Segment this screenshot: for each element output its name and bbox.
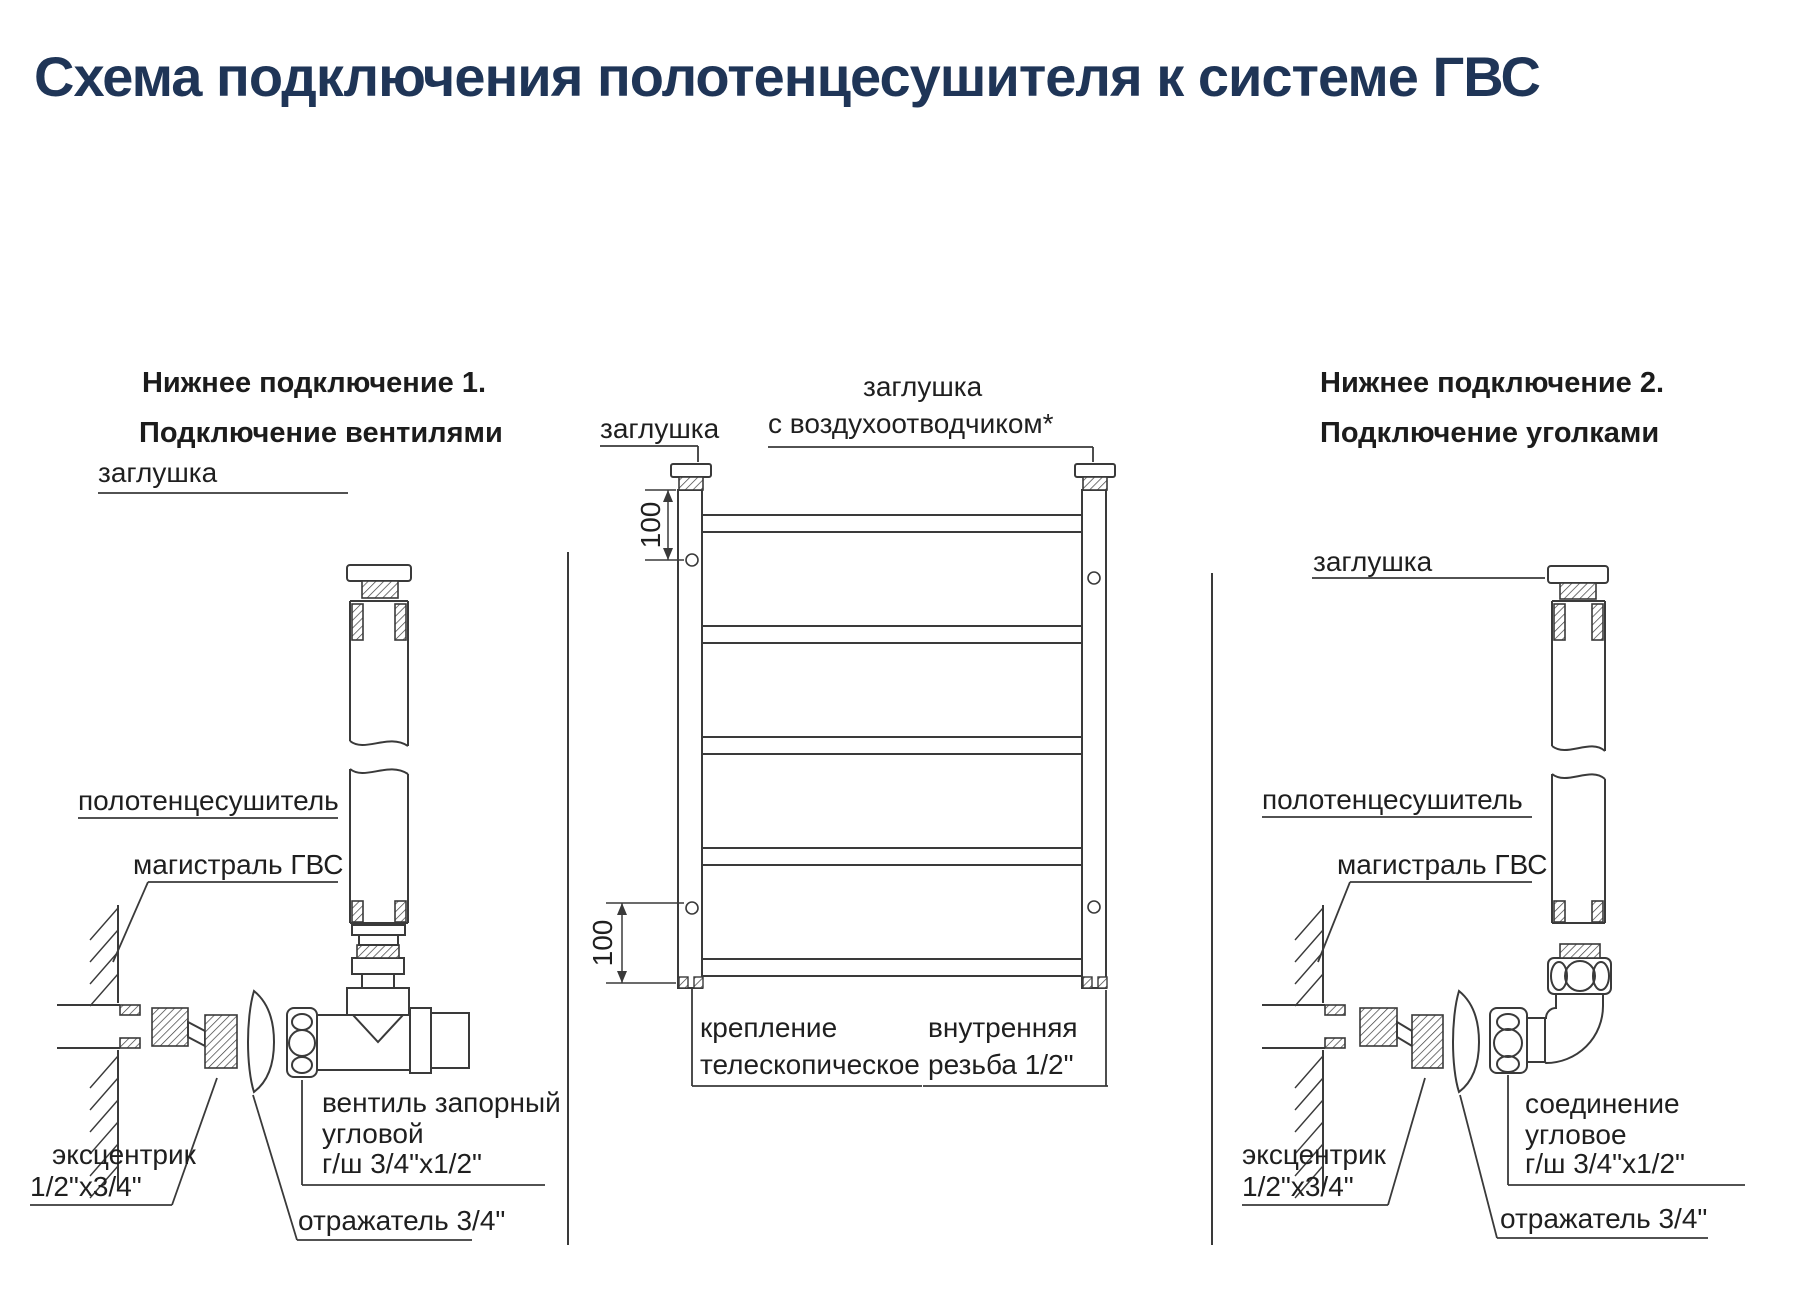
left-eccentric-label-line1: эксцентрик xyxy=(52,1139,196,1170)
right-heading-line1: Нижнее подключение 2. xyxy=(1320,367,1665,399)
rail-bottom-threads xyxy=(679,977,1107,988)
left-supply-main-label: магистраль ГВС xyxy=(133,849,344,880)
supply-pipe xyxy=(57,1005,140,1048)
left-heading-line1: Нижнее подключение 1. xyxy=(141,367,487,399)
eccentric-fitting xyxy=(152,1008,237,1068)
right-towel-rail-label: полотенцесушитель xyxy=(1262,784,1523,815)
towel-rail-pipe xyxy=(347,565,411,923)
section-separators xyxy=(568,552,1212,1245)
mount-label-line2: телескопическое xyxy=(700,1049,920,1080)
supply-pipe-right xyxy=(1262,1005,1345,1048)
air-vent-cap-label-line2: с воздухоотводчиком* xyxy=(768,408,1054,439)
left-heading xyxy=(139,358,503,458)
angle-valve xyxy=(287,925,469,1077)
right-elbow-label-line1: соединение xyxy=(1525,1088,1680,1119)
thread-label-line2: резьба 1/2" xyxy=(928,1049,1074,1080)
left-cap-label: заглушка xyxy=(98,457,218,488)
right-elbow-label-line2: угловое xyxy=(1525,1119,1627,1150)
right-diagram-drawing xyxy=(1242,566,1745,1238)
left-eccentric-label-line2: 1/2"х3/4" xyxy=(30,1171,142,1202)
mount-label-line1: крепление xyxy=(700,1012,838,1043)
right-eccentric-label-line1: эксцентрик xyxy=(1242,1139,1386,1170)
left-heading-line2: Подключение вентилями xyxy=(139,417,503,449)
ladder-rungs xyxy=(702,515,1082,976)
middle-cap-label: заглушка xyxy=(600,413,720,444)
left-valve-label-line2: угловой xyxy=(322,1118,424,1149)
reflector-dome xyxy=(248,991,274,1092)
left-valve-label-line1: вентиль запорный xyxy=(322,1087,561,1118)
mounting-holes xyxy=(686,554,1100,914)
ladder-caps xyxy=(671,464,1115,490)
corner-connection xyxy=(1490,944,1611,1073)
dimension-bottom-100: 100 xyxy=(587,919,618,967)
left-reflector-label: отражатель 3/4" xyxy=(298,1205,506,1236)
dimension-top-100: 100 xyxy=(635,501,666,549)
air-vent-cap-label-line1: заглушка xyxy=(863,371,983,402)
right-reflector-label: отражатель 3/4" xyxy=(1500,1203,1708,1234)
left-towel-rail-label: полотенцесушитель xyxy=(78,785,339,816)
page-title: Схема подключения полотенцесушителя к системе ГВС xyxy=(34,45,1540,108)
right-cap-label: заглушка xyxy=(1313,546,1433,577)
towel-rail-front-view xyxy=(600,446,1115,1086)
eccentric-fitting-right xyxy=(1360,1008,1443,1068)
reflector-dome-right xyxy=(1453,991,1479,1092)
thread-label-line1: внутренняя xyxy=(928,1012,1078,1043)
right-eccentric-label-line2: 1/2"х3/4" xyxy=(1242,1171,1354,1202)
left-valve-label-line3: г/ш 3/4"х1/2" xyxy=(322,1148,482,1179)
right-supply-main-label: магистраль ГВС xyxy=(1337,849,1548,880)
right-elbow-label-line3: г/ш 3/4"х1/2" xyxy=(1525,1148,1685,1179)
right-heading-line2: Подключение уголками xyxy=(1320,417,1660,449)
towel-rail-pipe-right xyxy=(1548,566,1608,923)
dimension-lines xyxy=(606,490,684,983)
right-heading xyxy=(1320,358,1665,458)
